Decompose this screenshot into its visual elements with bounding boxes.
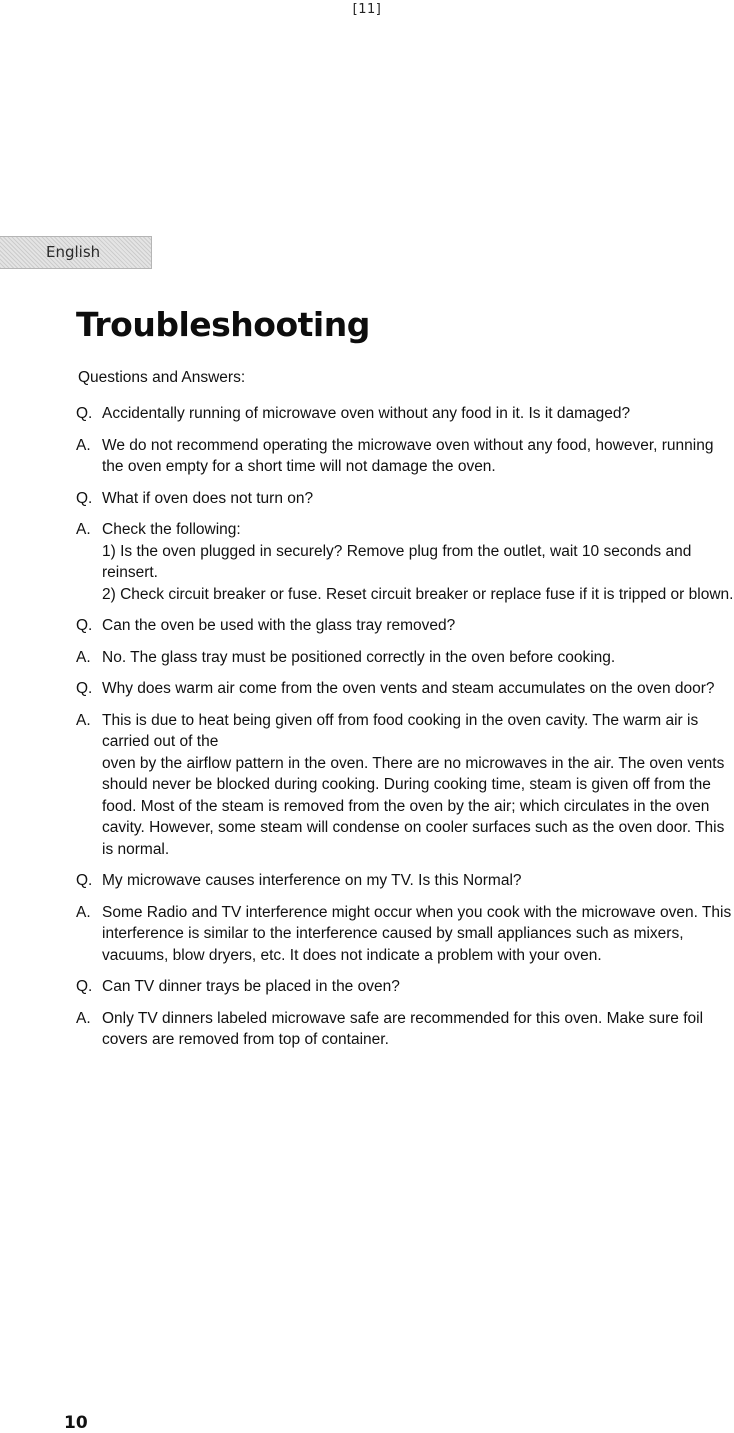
question-text (102, 976, 734, 998)
answer-item (76, 1008, 734, 1051)
qa-line: Only TV dinners labeled microwave safe are recommended for this oven. Make sure foil covers are removed from top of container. (102, 1009, 704, 1048)
answer-text (102, 1008, 734, 1051)
qa-line: Can the oven be used with the glass tray removed? (102, 617, 456, 634)
qa-line: oven by the airflow pattern in the oven. There are no microwaves in the air. The oven vents should never be blocked during cooking. During cooking time, steam is given off from the food. Most of the steam is removed from the oven by the air; which circulates in the oven cavity. However, some steam will condense on cooler surfaces such as the oven door. This is normal. (102, 754, 725, 858)
page-title: Troubleshooting (76, 305, 370, 344)
qa-line: 2) Check circuit breaker or fuse. Reset circuit breaker or replace fuse if it is tripped or blown. (102, 585, 734, 603)
question-prefix: Q. (76, 680, 93, 697)
qa-line: 1) Is the oven plugged in securely? Remove plug from the outlet, wait 10 seconds and reinsert. (102, 542, 692, 581)
answer-prefix: A. (76, 436, 91, 454)
qa-line: My microwave causes interference on my TV. Is this Normal? (102, 872, 522, 889)
qa-line: No. The glass tray must be positioned correctly in the oven before cooking. (102, 648, 616, 666)
language-tab-label: English (46, 243, 101, 261)
question-text (102, 678, 734, 700)
question-text (102, 488, 734, 510)
qa-list (76, 403, 734, 1061)
qa-line: This is due to heat being given off from food cooking in the oven cavity. The warm air is carried out of the (102, 711, 699, 750)
question-prefix: Q. (76, 617, 93, 634)
qa-line: Check the following: (102, 521, 241, 538)
question-prefix: Q. (76, 978, 93, 995)
qa-line: Some Radio and TV interference might occur when you cook with the microwave oven. This interference is similar to the interference caused by small appliances such as mixers, vacuums, blow dryers, etc. It does not indicate a problem with your oven. (102, 903, 732, 964)
page-marker: [11] (352, 2, 382, 17)
answer-text (102, 710, 734, 861)
answer-prefix: A. (76, 711, 91, 729)
qa-line: Why does warm air come from the oven vents and steam accumulates on the oven door? (102, 680, 715, 697)
section-subtitle: Questions and Answers: (78, 369, 246, 386)
answer-text (102, 519, 734, 605)
answer-item (76, 519, 734, 605)
answer-prefix: A. (76, 1009, 91, 1027)
qa-line: Can TV dinner trays be placed in the oven? (102, 978, 400, 995)
question-prefix: Q. (76, 872, 93, 889)
answer-item (76, 647, 734, 669)
qa-line: We do not recommend operating the microwave oven without any food, however, running the oven empty for a short time will not damage the oven. (102, 436, 714, 475)
question-prefix: Q. (76, 405, 93, 422)
answer-item (76, 710, 734, 861)
answer-item (76, 435, 734, 478)
answer-prefix: A. (76, 648, 91, 666)
question-item (76, 403, 734, 425)
question-text (102, 870, 734, 892)
answer-text (102, 902, 734, 967)
answer-item (76, 902, 734, 967)
question-item (76, 870, 734, 892)
question-text (102, 615, 734, 637)
qa-line: What if oven does not turn on? (102, 489, 314, 507)
answer-text (102, 647, 734, 669)
question-item (76, 976, 734, 998)
question-item (76, 678, 734, 700)
question-prefix: Q. (76, 489, 93, 507)
answer-text (102, 435, 734, 478)
question-item (76, 615, 734, 637)
answer-prefix: A. (76, 903, 91, 921)
language-tab (0, 236, 152, 269)
question-item (76, 488, 734, 510)
page-number: 10 (64, 1413, 88, 1433)
qa-line: Accidentally running of microwave oven without any food in it. Is it damaged? (102, 405, 631, 422)
answer-prefix: A. (76, 521, 91, 538)
question-text (102, 403, 734, 425)
